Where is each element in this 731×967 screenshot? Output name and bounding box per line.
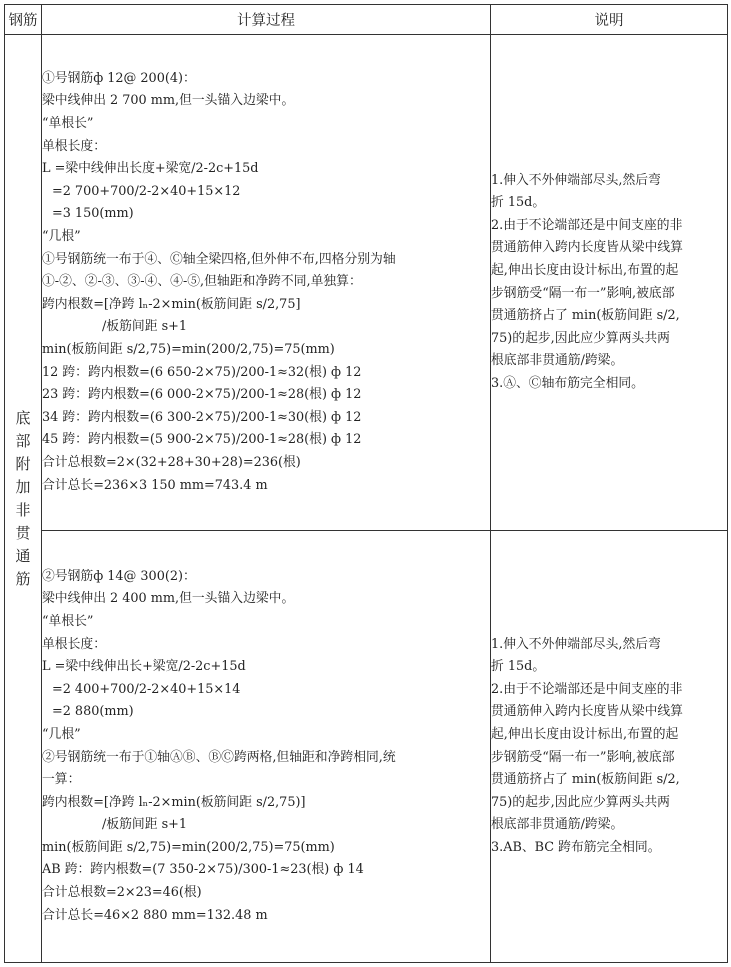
proc-line: AB 跨：跨内根数=(7 350-2×75)/300-1≈23(根) ф 14 — [42, 862, 364, 878]
note-line: 起,伸出长度由设计标出,布置的起 — [491, 262, 679, 278]
note-line: 2.由于不论端部还是中间支座的非 — [491, 681, 683, 697]
rebar-type-cell — [5, 35, 42, 963]
proc-line: 单根长度： — [42, 636, 106, 652]
proc-line: =3 150(mm) — [52, 206, 134, 222]
proc-line: “几根” — [42, 229, 81, 245]
proc-line: 合计总根数=2×(32+28+30+28)=236(根) — [42, 454, 301, 470]
note-line: 75)的起步,因此应少算两头共两 — [491, 330, 670, 346]
proc-line: “单根长” — [42, 613, 94, 629]
proc-line: 合计总长=46×2 880 mm=132.48 m — [42, 907, 268, 923]
proc-line: 合计总根数=2×23=46(根) — [42, 885, 202, 901]
note-line: 3.AB、BC 跨布筋完全相同。 — [491, 839, 661, 855]
proc-line: /板筋间距 s+1 — [102, 319, 187, 335]
note-line: 2.由于不论端部还是中间支座的非 — [491, 217, 683, 233]
proc-line: L =梁中线伸出长+梁宽/2-2c+15d — [42, 659, 246, 675]
proc-line: 34 跨：跨内根数=(6 300-2×75)/200-1≈30(根) ф 12 — [42, 409, 362, 425]
proc-line: min(板筋间距 s/2,75)=min(200/2,75)=75(mm) — [42, 839, 335, 855]
header-row — [5, 5, 728, 35]
header-rebar: 钢筋 — [5, 5, 42, 35]
process-cell-2 — [42, 531, 491, 963]
note-line: 1.伸入不外伸端部尽头,然后弯 — [491, 172, 661, 188]
note-line: 根底部非贯通筋/跨梁。 — [491, 817, 624, 833]
note-line: 75)的起步,因此应少算两头共两 — [491, 794, 670, 810]
proc-line: ②号钢筋ф 14@ 300(2)： — [42, 568, 196, 584]
proc-line: L =梁中线伸出长度+梁宽/2-2c+15d — [42, 161, 259, 177]
header-notes: 说明 — [491, 5, 728, 35]
rebar-type-label: 底部附加非贯通筋 — [15, 408, 31, 588]
note-line: 起,伸出长度由设计标出,布置的起 — [491, 726, 679, 742]
proc-line: 梁中线伸出 2 700 mm,但一头锚入边梁中。 — [42, 93, 295, 109]
proc-line: 跨内根数=[净跨 lₙ-2×min(板筋间距 s/2,75] — [42, 296, 301, 312]
note-line: 贯通筋挤占了 min(板筋间距 s/2, — [491, 772, 680, 788]
proc-line: 跨内根数=[净跨 lₙ-2×min(板筋间距 s/2,75)] — [42, 794, 306, 810]
note-line: 3.Ⓐ、Ⓒ轴布筋完全相同。 — [491, 375, 644, 391]
note-line: 折 15d。 — [491, 195, 546, 211]
proc-line: 45 跨：跨内根数=(5 900-2×75)/200-1≈28(根) ф 12 — [42, 432, 362, 448]
section-row-2 — [5, 531, 728, 963]
note-line: 步钢筋受“隔一布一”影响,被底部 — [491, 285, 675, 301]
proc-line: =2 700+700/2-2×40+15×12 — [52, 183, 241, 199]
proc-line: =2 880(mm) — [52, 704, 134, 720]
proc-line: 一算： — [42, 772, 81, 788]
proc-line: 单根长度： — [42, 138, 106, 154]
note-line: 贯通筋伸入跨内长度皆从梁中线算 — [491, 704, 683, 720]
proc-line: 23 跨：跨内根数=(6 000-2×75)/200-1≈28(根) ф 12 — [42, 387, 362, 403]
proc-line: ①号钢筋统一布于④、Ⓒ轴全梁四格,但外伸不布,四格分别为轴 — [42, 251, 396, 267]
proc-line: 合计总长=236×3 150 mm=743.4 m — [42, 477, 268, 493]
proc-line: “几根” — [42, 726, 81, 742]
notes-cell-1 — [491, 35, 728, 531]
proc-line: /板筋间距 s+1 — [102, 817, 187, 833]
proc-line: 梁中线伸出 2 400 mm,但一头锚入边梁中。 — [42, 591, 295, 607]
proc-line: min(板筋间距 s/2,75)=min(200/2,75)=75(mm) — [42, 341, 335, 357]
note-line: 1.伸入不外伸端部尽头,然后弯 — [491, 636, 661, 652]
calculation-table — [4, 4, 728, 963]
proc-line: =2 400+700/2-2×40+15×14 — [52, 681, 241, 697]
note-line: 贯通筋伸入跨内长度皆从梁中线算 — [491, 240, 683, 256]
proc-line: “单根长” — [42, 116, 94, 132]
proc-line: ①-②、②-③、③-④、④-⑤,但轴距和净跨不同,单独算： — [42, 274, 362, 290]
note-line: 贯通筋挤占了 min(板筋间距 s/2, — [491, 308, 680, 324]
notes-cell-2 — [491, 531, 728, 963]
note-line: 步钢筋受“隔一布一”影响,被底部 — [491, 749, 675, 765]
header-process: 计算过程 — [42, 5, 491, 35]
proc-line: ①号钢筋ф 12@ 200(4)： — [42, 70, 196, 86]
note-line: 折 15d。 — [491, 659, 546, 675]
section-row-1 — [5, 35, 728, 531]
note-line: 根底部非贯通筋/跨梁。 — [491, 353, 624, 369]
proc-line: ②号钢筋统一布于①轴ⒶⒷ、ⒷⒸ跨两格,但轴距和净跨相同,统 — [42, 749, 396, 765]
process-cell-1 — [42, 35, 491, 531]
proc-line: 12 跨：跨内根数=(6 650-2×75)/200-1≈32(根) ф 12 — [42, 364, 362, 380]
